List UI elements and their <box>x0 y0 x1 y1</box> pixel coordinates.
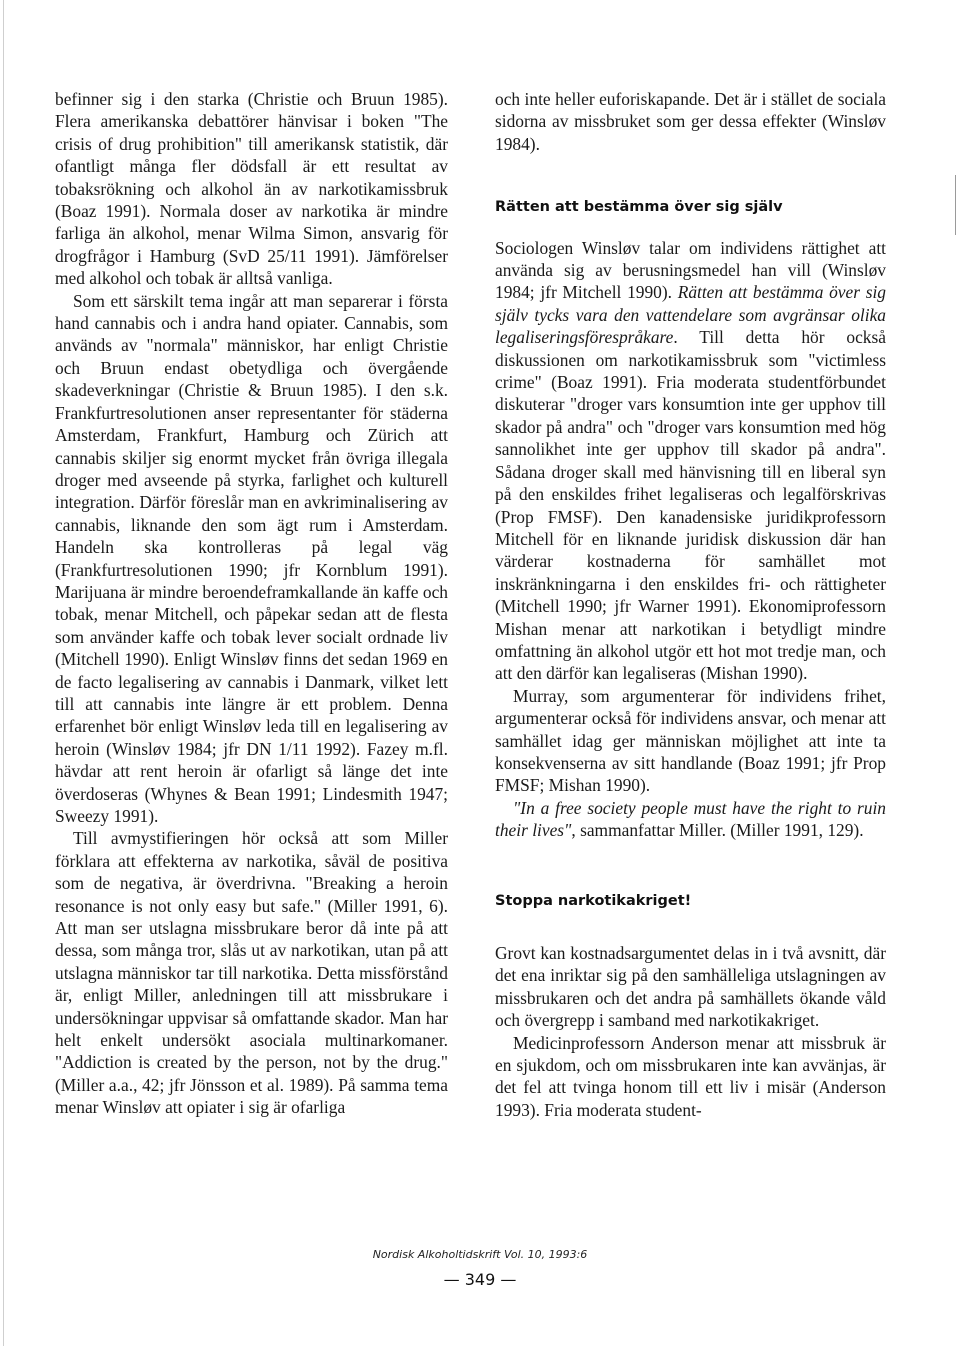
section-heading: Stoppa narkotikakriget! <box>495 892 692 909</box>
paragraph-text: . Till detta hör också diskussionen om narkotikamissbruk som "victimless crime" (Boaz 1991). Fria moderata studentförbundet diskuterar "droger vars konsumtion inte ger upphov till skador på andra" och "droger vars konsumtion med hög sannolikhet inte ger upphov till skador på andra". Sådana droger skall med hänvisning till en liberal syn på den enskildes frihet legaliseras och legalförskrivas (Prop FMSF). Den kanadensiske juridikprofessorn Mitchell för en liknande juridisk diskussion där han värderar kostnaderna för samhället mot inskränkningarna i den enskildes fri- och rättigheter (Mitchell 1990; jfr Warner 1991). Ekonomiprofessorn Mishan menar att narkotikan i betydligt mindre omfattning än alkohol utgör ett hot mot tredje man, och att den därför kan legaliseras (Mishan 1990). <box>495 327 886 684</box>
left-column <box>55 88 448 1119</box>
paragraph <box>495 237 886 685</box>
section-heading: Rätten att bestämma över sig själv <box>495 199 783 216</box>
journal-citation: Nordisk Alkoholtidskrift Vol. 10, 1993:6 <box>372 1248 588 1261</box>
scan-edge-line <box>3 0 4 1346</box>
paragraph: och inte heller euforiskapande. Det är i stället de sociala sidorna av missbruket som ger dessa effekter (Winsløv 1984). <box>495 89 886 154</box>
paragraph: Som ett särskilt tema ingår att man separerar i första hand cannabis och i andra hand opiater. Cannabis, som används av "normala" människor, har enligt Christie och Bruun endast obetydliga och övergående skadeverkningar (Christie & Bruun 1985). I den s.k. Frankfurtresolutionen anser representanter för städerna Amsterdam, Frankfurt, Hamburg och Zürich att cannabis skiljer sig enormt mycket från övriga illegala droger med avseende på styrka, farlighet och kulturell integration. Därför föreslår man en avkriminalisering av cannabis, liknande den som ägt rum i Amsterdam. Handeln ska kontrolleras på legal väg (Frankfurtresolutionen 1990; jfr Kornblum 1991). Marijuana är mindre beroendeframkallande än kaffe och tobak, menar Mitchell, och påpekar sedan att de flesta som använder kaffe och tobak lever socialt ordnade liv (Mitchell 1990). Enligt Winsløv finns det sedan 1969 en de facto legalisering av cannabis i Danmark, vilket lett till att cannabis inte längre är ett problem. Denna erfarenhet bör enligt Winsløv leda till en legalisering av heroin (Winsløv 1984; jfr DN 1/11 1992). Fazey m.fl. hävdar att rent heroin är ofarligt så länge det inte överdoseras (Whynes & Bean 1991; Lindesmith 1947; Sweezy 1991). <box>55 290 448 826</box>
paragraph: Grovt kan kostnadsargumentet delas in i två avsnitt, där det ena inriktar sig på den samhälleliga utslagningen av missbrukaren och det andra på samhällets ökande våld och övergrepp i samband med narkotikakriget. <box>495 943 886 1031</box>
paragraph: Murray, som argumenterar för individens frihet, argumenterar också för individens ansvar, och menar att samhället idag ger människan möjlighet att inte ta konsekvenserna av sitt handlande (Boaz 1991; jfr Prop FMSF; Mishan 1990). <box>495 685 886 796</box>
paragraph: Medicinprofessorn Anderson menar att missbruk är en sjukdom, och om missbrukaren inte kan avvänjas, är det fel att tvinga honom till ett liv i misär (Anderson 1993). Fria moderata student- <box>495 1032 886 1120</box>
page-number: — 349 — <box>443 1270 517 1289</box>
paragraph <box>495 797 886 842</box>
scan-edge-line <box>955 175 956 235</box>
paragraph-text: , sammanfattar Miller. (Miller 1991, 129). <box>571 820 864 841</box>
paragraph-text: Sociologen Winsløv talar om individens rättighet att använda sig av berusningsmedel han vill (Winsløv 1984; jfr Mitchell 1990). <box>495 237 886 303</box>
paragraph: Till avmystifieringen hör också att som Miller förklara att effekterna av narkotika, såväl de positiva som de negativa, är överdrivna. "Breaking a heroin resonance is not only easy but safe." (Miller 1991, 6). Att man ser utslagna missbrukare beror då inte på att dessa, som många tror, slås ut av narkotikan, utan på att utslagna människor tar till narkotika. Detta missförstånd är, enligt Miller, anledningen till att missbrukare i undersökningar uppvisar så omfattande skador. Man har helt enkelt undersökt asociala multinarkomaner. "Addiction is created by the person, not by the drug." (Miller a.a., 42; jfr Jönsson et al. 1989). På samma tema menar Winsløv att opiater i sig är ofarliga <box>55 828 448 1118</box>
paragraph: befinner sig i den starka (Christie och Bruun 1985). Flera amerikanska debattörer hänvisar i boken "The crisis of drug prohibition" till amerikansk statistik, där ofantligt många fler dödsfall är ett resultat av tobaksrökning och alkohol än av narkotikamissbruk (Boaz 1991). Normala doser av narkotika är mindre farliga än alkohol, menar Wilma Simon, ansvarig för drogfrågor i Hamburg (SvD 25/11 1991). Jämförelser med alkohol och tobak är alltså vanliga. <box>55 89 448 289</box>
right-column <box>495 88 886 1121</box>
quote-text: "In a free society people must have the right to ruin their lives" <box>495 797 886 841</box>
emphasized-text: Rätten att bestämma över sig själv tycks vara den vattendelare som avgränsar olika legaliseringsförespråkare <box>495 282 886 348</box>
